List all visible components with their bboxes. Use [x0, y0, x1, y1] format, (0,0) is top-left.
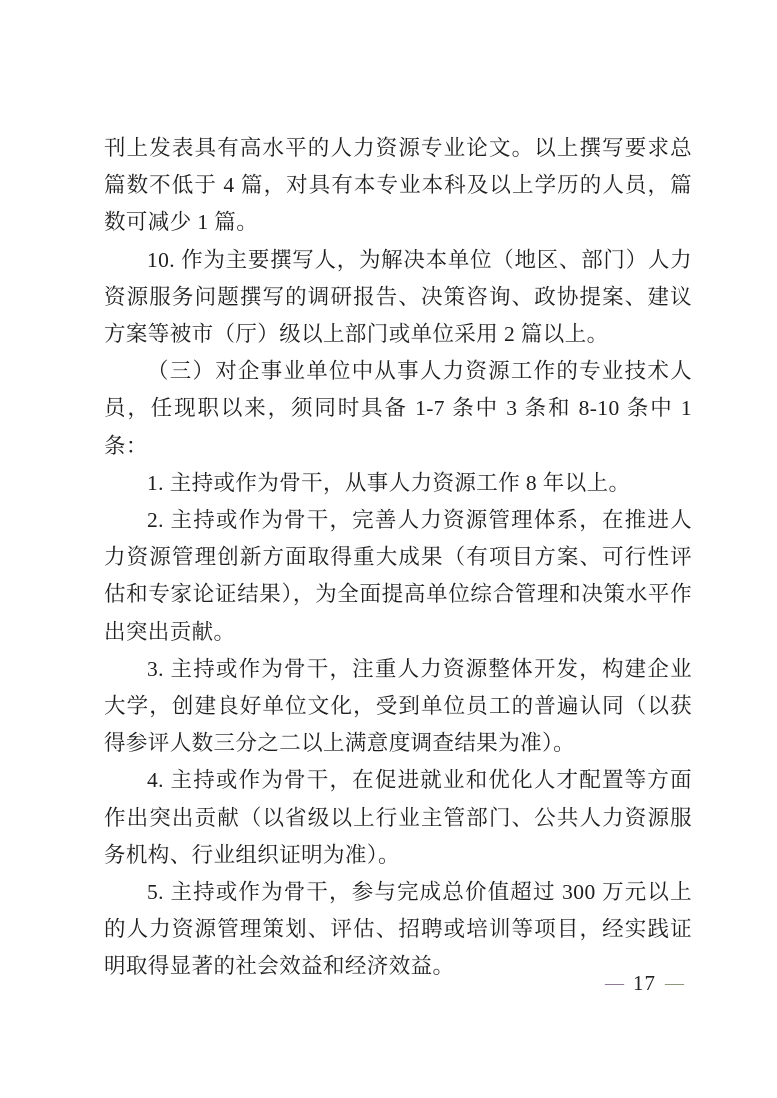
paragraph-continuation: 刊上发表具有高水平的人力资源专业论文。以上撰写要求总篇数不低于 4 篇，对具有本专业本科及以上学历的人员，篇数可减少 1 篇。 [104, 136, 692, 235]
page-number-dash-right: — [665, 973, 684, 994]
paragraph-item-3: 3. 主持或作为骨干，注重人力资源整体开发，构建企业大学，创建良好单位文化，受到单位员工的普遍认同（以获得参评人数三分之二以上满意度调查结果为准）。 [104, 656, 692, 756]
paragraph-section-3-heading: （三）对企事业单位中从事人力资源工作的专业技术人员，任现职以来，须同时具备 1-7 条中 3 条和 8-10 条中 1 条： [104, 359, 692, 458]
page-number [605, 971, 684, 996]
page-number-dash-left: — [605, 973, 624, 994]
document-body [104, 130, 692, 986]
paragraph-item-5: 5. 主持或作为骨干，参与完成总价值超过 300 万元以上的人力资源管理策划、评估、招聘或培训等项目，经实践证明取得显著的社会效益和经济效益。 [104, 880, 692, 979]
paragraph-item-10: 10. 作为主要撰写人，为解决本单位（地区、部门）人力资源服务问题撰写的调研报告、决策咨询、政协提案、建议方案等被市（厅）级以上部门或单位采用 2 篇以上。 [104, 247, 692, 347]
paragraph-item-4: 4. 主持或作为骨干，在促进就业和优化人才配置等方面作出突出贡献（以省级以上行业主管部门、公共人力资源服务机构、行业组织证明为准）。 [104, 768, 692, 867]
page-number-value: 17 [633, 971, 656, 995]
paragraph-item-2: 2. 主持或作为骨干，完善人力资源管理体系，在推进人力资源管理创新方面取得重大成果（有项目方案、可行性评估和专家论证结果），为全面提高单位综合管理和决策水平作出突出贡献。 [104, 508, 692, 644]
paragraph-item-1: 1. 主持或作为骨干，从事人力资源工作 8 年以上。 [147, 470, 631, 495]
